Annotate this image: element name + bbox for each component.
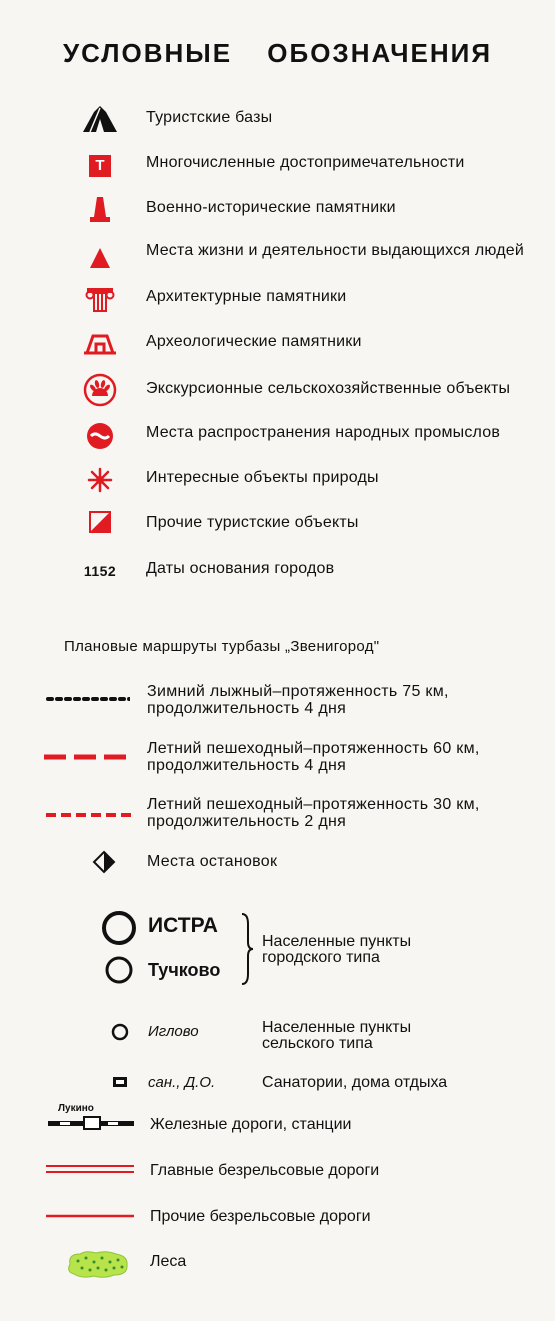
- large-city-circle-icon: [101, 910, 137, 946]
- rural-settlements-label: Населенные пункты сельского типа: [262, 1019, 412, 1052]
- railway-station-icon: [48, 1115, 134, 1131]
- city-istra: ИСТРА: [148, 914, 218, 937]
- t-square-icon: Т: [78, 150, 122, 182]
- small-city-circle-icon: [104, 955, 134, 985]
- wheat-circle-icon: [78, 374, 122, 406]
- railway-label: Железные дороги, станции: [150, 1116, 352, 1133]
- red-triangle-icon: [78, 242, 122, 274]
- stop-marker-icon: [92, 850, 116, 874]
- routes-title: Плановые маршруты турбазы „Звенигород": [64, 638, 380, 655]
- sanatorium-icon: [112, 1076, 128, 1088]
- urban-settlements-label: Населенные пункты городского типа: [262, 933, 412, 966]
- tent-icon: [78, 103, 122, 135]
- star-burst-icon: [78, 464, 122, 496]
- short-dash-line-icon: [46, 810, 132, 820]
- brace-icon: [238, 912, 256, 986]
- sanatorium-abbr: сан., Д.О.: [148, 1074, 216, 1091]
- main-road-label: Главные безрельсовые дороги: [150, 1162, 380, 1179]
- column-capital-icon: [78, 282, 122, 314]
- dotted-line-icon: [46, 694, 130, 704]
- burial-mound-icon: [78, 328, 122, 360]
- other-road-label: Прочие безрельсовые дороги: [150, 1208, 371, 1225]
- city-tuchkovo: Тучково: [148, 960, 221, 980]
- sanatorium-label: Санатории, дома отдыха: [262, 1074, 448, 1091]
- obelisk-icon: [78, 193, 122, 225]
- diagonal-square-icon: [78, 506, 122, 538]
- long-dash-line-icon: [44, 752, 132, 762]
- main-road-icon: [46, 1164, 134, 1174]
- village-circle-icon: [110, 1022, 130, 1042]
- village-iglovo: Иглово: [148, 1023, 199, 1040]
- year-number: 1152: [83, 563, 117, 579]
- station-name: Лукино: [58, 1103, 94, 1114]
- legend-title: УСЛОВНЫЕ ОБОЗНАЧЕНИЯ: [62, 38, 493, 68]
- forest-icon: [64, 1248, 132, 1280]
- wave-circle-icon: [78, 420, 122, 452]
- forest-label: Леса: [150, 1253, 187, 1270]
- other-road-icon: [46, 1213, 134, 1219]
